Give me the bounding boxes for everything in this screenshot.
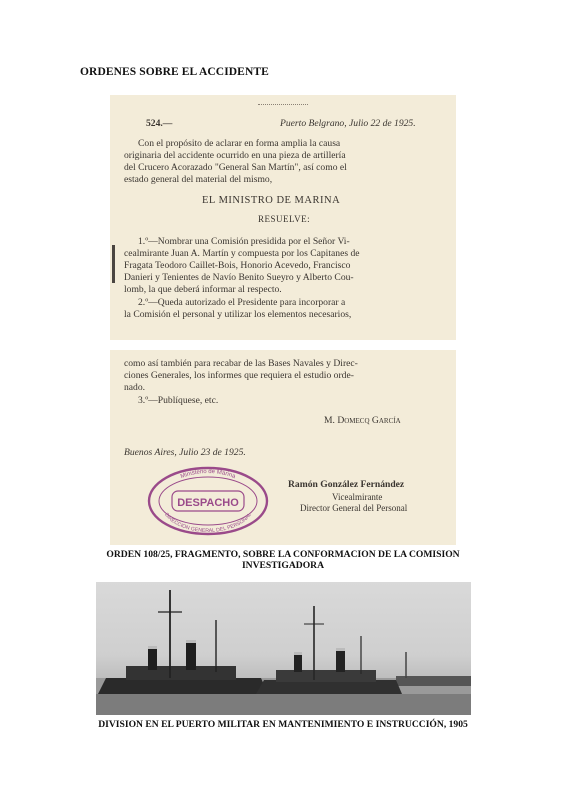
figure-caption-order [0, 549, 566, 571]
signer-rank: Vicealmirante [332, 492, 383, 502]
signature-place-date: Buenos Aires, Julio 23 de 1925. [124, 447, 246, 458]
continuation-line: nado. [124, 382, 146, 393]
article-1-line: Fragata Teodoro Caillet-Bois, Honorio Acevedo, Francisco [124, 260, 351, 271]
figure-caption-photo: DIVISION EN EL PUERTO MILITAR EN MANTENIMIENTO E INSTRUCCIÓN, 1905 [98, 719, 468, 730]
warships-illustration [96, 582, 471, 715]
top-rule [258, 104, 308, 105]
stamp-top-text: Ministerio de Marina [179, 468, 237, 481]
article-2-line: 2.º—Queda autorizado el Presidente para incorporar a [138, 297, 346, 308]
continuation-line: como así también para recabar de las Bases Navales y Direc- [124, 358, 358, 369]
order-place-date: Puerto Belgrano, Julio 22 de 1925. [280, 118, 416, 129]
signer-name: Ramón González Fernández [288, 479, 405, 490]
article-1-line: 1.º—Nombrar una Comisión presidida por el Señor Vi- [138, 236, 350, 247]
signer-role: Director General del Personal [300, 503, 408, 513]
continuation-line: ciones Generales, los informes que requiera el estudio orde- [124, 370, 354, 381]
article-1-line: cealmirante Juan A. Martín y compuesta por los Capitanes de [124, 248, 360, 259]
article-3: 3.º—Publíquese, etc. [138, 395, 219, 406]
article-2-line: la Comisión el personal y utilizar los elementos necesarios, [124, 309, 352, 320]
page-heading: ORDENES SOBRE EL ACCIDENTE [80, 66, 269, 78]
intro-line: del Crucero Acorazado "General San Martín", así como el [124, 162, 347, 173]
order-number: 524.— [146, 118, 173, 129]
document-scan-top [110, 95, 456, 340]
intro-line: estado general del material del mismo, [124, 174, 273, 185]
caption-line: INVESTIGADORA [241, 560, 325, 571]
resolves-label: RESUELVE: [258, 214, 311, 224]
minister-signature: M. Domecq García [324, 415, 401, 426]
intro-line: originaria del accidente ocurrido en una pieza de artillería [124, 150, 346, 161]
despacho-stamp [146, 465, 270, 537]
margin-mark [112, 245, 115, 283]
svg-text:DIRECCION GENERAL DEL PERSONAL [163, 512, 253, 534]
stamp-center-text: DESPACHO [177, 497, 239, 509]
authority-title: EL MINISTRO DE MARINA [202, 195, 341, 206]
caption-line: ORDEN 108/25, FRAGMENTO, SOBRE LA CONFORMACION DE LA COMISION [106, 549, 460, 560]
warships-photo [96, 582, 471, 715]
article-1-line: Danieri y Tenientes de Navío Benito Sueyro y Alberto Cou- [124, 272, 354, 283]
article-1-line: lomb, la que deberá informar al respecto. [124, 284, 282, 295]
intro-line: Con el propósito de aclarar en forma amplia la causa [138, 138, 341, 149]
stamp-bottom-text: DIRECCION GENERAL DEL PERSONAL [163, 512, 253, 535]
